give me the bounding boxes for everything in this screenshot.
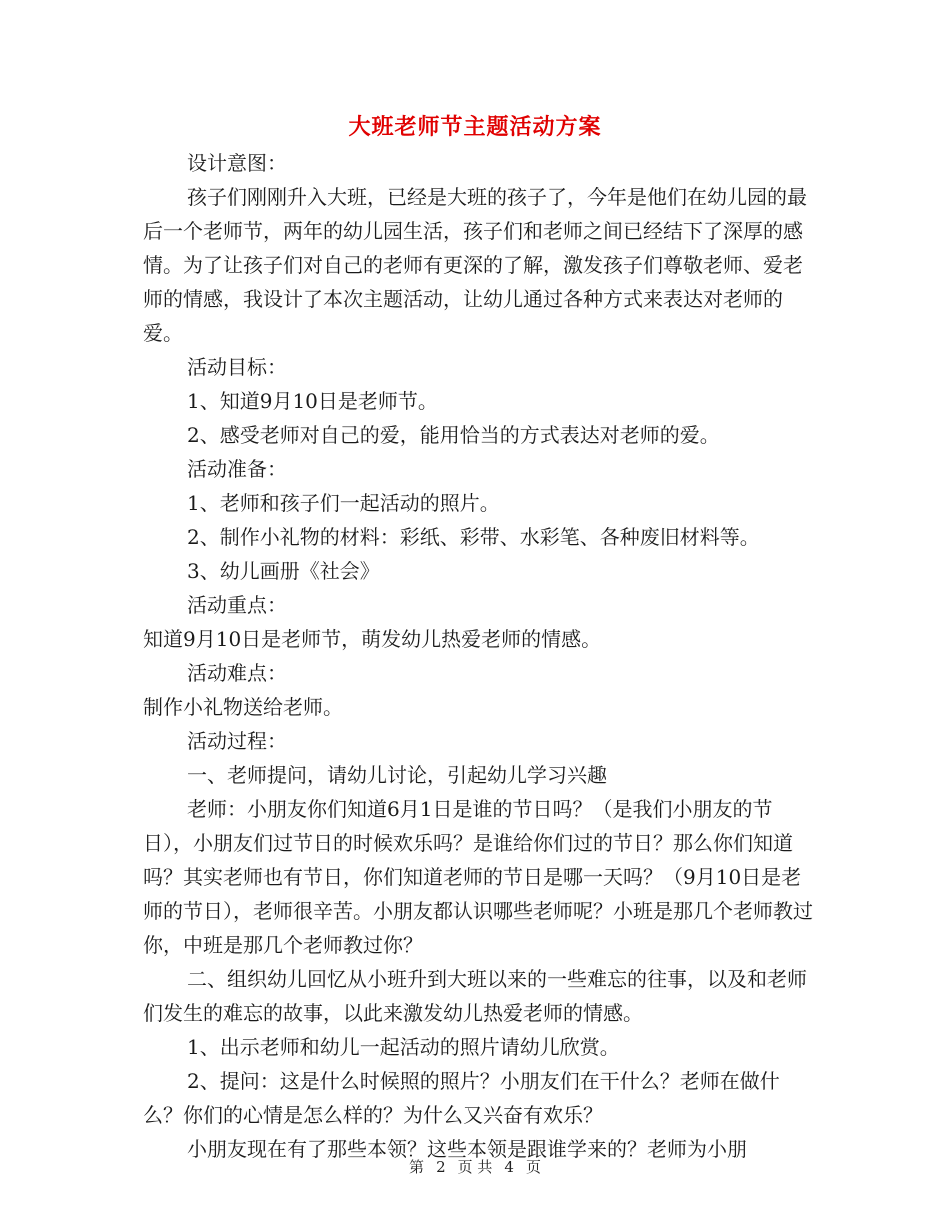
paragraph-teacher-question: 老师：小朋友你们知道6月1日是谁的节日吗？（是我们小朋友的节日），小朋友们过节日的时候欢乐吗？是谁给你们过的节日？那么你们知道吗？其实老师也有节日，你们知道老师的节日是哪一天吗？（9月10日是老师的节日），老师很辛苦。小朋友都认识哪些老师呢？小班是那几个老师教过你，中班是那几个老师教过你？: [143, 797, 813, 957]
process-step-1: 一、老师提问，请幼儿讨论，引起幼儿学习兴趣: [187, 763, 607, 787]
paragraph-skills-question: 小朋友现在有了那些本领？这些本领是跟谁学来的？老师为小朋: [187, 1137, 747, 1161]
footer-mid: 页 共: [457, 1158, 493, 1176]
preparation-item-2: 2、制作小礼物的材料：彩纸、彩带、水彩笔、各种废旧材料等。: [187, 525, 760, 549]
heading-activity-focus: 活动重点：: [187, 593, 287, 617]
heading-activity-difficulty: 活动难点：: [187, 661, 287, 685]
paragraph-activity-focus: 知道9月10日是老师节，萌发幼儿热爱老师的情感。: [143, 627, 602, 651]
preparation-item-1: 1、老师和孩子们一起活动的照片。: [187, 491, 500, 515]
footer-prefix: 第: [409, 1158, 425, 1176]
heading-activity-goals: 活动目标：: [187, 355, 287, 379]
goal-item-2: 2、感受老师对自己的爱，能用恰当的方式表达对老师的爱。: [187, 423, 720, 447]
heading-design-intent: 设计意图：: [187, 151, 287, 175]
footer-suffix: 页: [525, 1158, 541, 1176]
document-title: 大班老师节主题活动方案: [348, 114, 602, 140]
paragraph-activity-difficulty: 制作小礼物送给老师。: [143, 695, 343, 719]
heading-activity-process: 活动过程：: [187, 729, 287, 753]
heading-activity-preparation: 活动准备：: [187, 457, 287, 481]
document-body: [143, 146, 813, 1166]
process-step-2: 二、组织幼儿回忆从小班升到大班以来的一些难忘的往事，以及和老师们发生的难忘的故事，以此来激发幼儿热爱老师的情感。: [143, 967, 807, 1025]
process-substep-1: 1、出示老师和幼儿一起活动的照片请幼儿欣赏。: [187, 1035, 620, 1059]
footer-total-pages: 4: [504, 1158, 514, 1176]
process-substep-2: 2、提问：这是什么时候照的照片？小朋友们在干什么？老师在做什么？你们的心情是怎么样的？为什么又兴奋有欢乐？: [143, 1069, 780, 1127]
goal-item-1: 1、知道9月10日是老师节。: [187, 389, 438, 413]
footer-page-number: 2: [436, 1158, 446, 1176]
paragraph-design-intent: 孩子们刚刚升入大班，已经是大班的孩子了，今年是他们在幼儿园的最后一个老师节，两年的幼儿园生活，孩子们和老师之间已经结下了深厚的感情。为了让孩子们对自己的老师有更深的了解，激发孩子们尊敬老师、爱老师的情感，我设计了本次主题活动，让幼儿通过各种方式来表达对老师的爱。: [143, 185, 807, 345]
page-footer: [0, 1156, 950, 1177]
preparation-item-3: 3、幼儿画册《社会》: [187, 559, 380, 583]
